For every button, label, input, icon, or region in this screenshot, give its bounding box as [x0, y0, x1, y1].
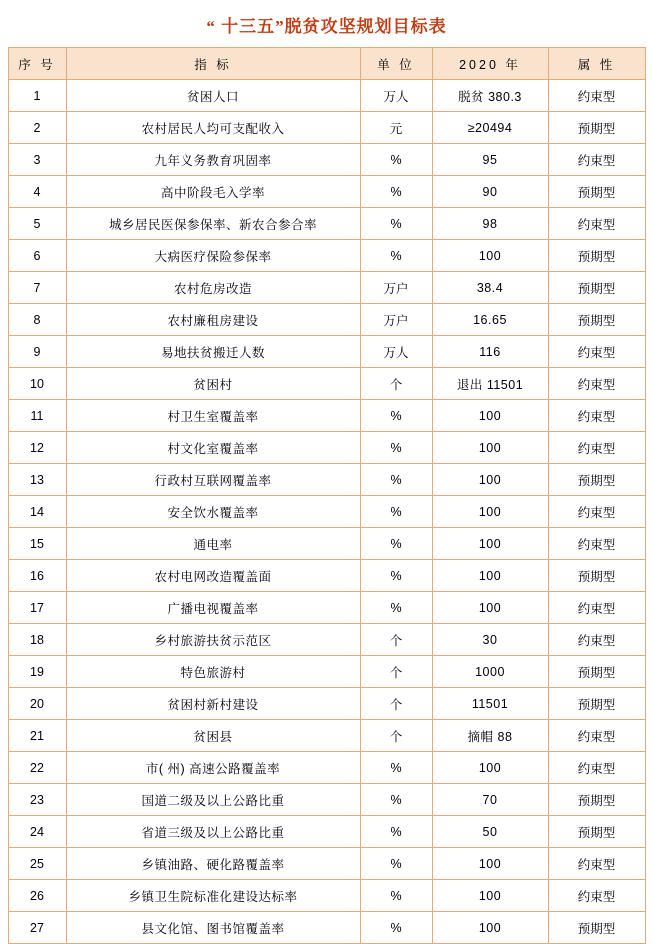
- table-row: [8, 80, 645, 112]
- cell-unit: %: [360, 528, 432, 560]
- cell-indicator: 行政村互联网覆盖率: [66, 464, 360, 496]
- cell-value: 100: [432, 880, 548, 912]
- cell-unit: %: [360, 400, 432, 432]
- cell-attribute: 预期型: [548, 272, 645, 304]
- table-row: [8, 656, 645, 688]
- table-row: [8, 848, 645, 880]
- cell-no: 12: [8, 432, 66, 464]
- cell-no: 7: [8, 272, 66, 304]
- cell-attribute: 预期型: [548, 688, 645, 720]
- cell-attribute: 预期型: [548, 176, 645, 208]
- cell-attribute: 预期型: [548, 816, 645, 848]
- table-body: [8, 80, 645, 944]
- table-row: [8, 208, 645, 240]
- cell-unit: %: [360, 144, 432, 176]
- cell-no: 24: [8, 816, 66, 848]
- cell-attribute: 约束型: [548, 592, 645, 624]
- cell-value: 100: [432, 432, 548, 464]
- cell-value: 100: [432, 240, 548, 272]
- cell-unit: %: [360, 176, 432, 208]
- cell-no: 26: [8, 880, 66, 912]
- table-row: [8, 240, 645, 272]
- cell-attribute: 约束型: [548, 720, 645, 752]
- cell-unit: 个: [360, 688, 432, 720]
- cell-value: 50: [432, 816, 548, 848]
- cell-attribute: 约束型: [548, 880, 645, 912]
- cell-unit: %: [360, 496, 432, 528]
- cell-no: 20: [8, 688, 66, 720]
- table-row: [8, 784, 645, 816]
- cell-no: 13: [8, 464, 66, 496]
- cell-no: 3: [8, 144, 66, 176]
- cell-unit: %: [360, 848, 432, 880]
- cell-unit: 个: [360, 368, 432, 400]
- table-row: [8, 304, 645, 336]
- cell-no: 10: [8, 368, 66, 400]
- cell-no: 21: [8, 720, 66, 752]
- cell-unit: %: [360, 240, 432, 272]
- column-header-year: 2020 年: [432, 48, 548, 80]
- cell-attribute: 约束型: [548, 80, 645, 112]
- table-row: [8, 464, 645, 496]
- cell-attribute: 约束型: [548, 336, 645, 368]
- cell-attribute: 约束型: [548, 208, 645, 240]
- cell-attribute: 预期型: [548, 912, 645, 944]
- cell-value: 摘帽 88: [432, 720, 548, 752]
- cell-unit: %: [360, 816, 432, 848]
- cell-value: 116: [432, 336, 548, 368]
- cell-unit: 个: [360, 624, 432, 656]
- table-row: [8, 816, 645, 848]
- cell-attribute: 预期型: [548, 240, 645, 272]
- cell-attribute: 约束型: [548, 752, 645, 784]
- cell-attribute: 预期型: [548, 560, 645, 592]
- cell-value: 11501: [432, 688, 548, 720]
- cell-indicator: 农村电网改造覆盖面: [66, 560, 360, 592]
- table-row: [8, 144, 645, 176]
- cell-value: 90: [432, 176, 548, 208]
- table-header: [8, 48, 645, 80]
- page-title: “ 十三五”脱贫攻坚规划目标表: [206, 17, 447, 36]
- cell-attribute: 约束型: [548, 144, 645, 176]
- cell-value: 16.65: [432, 304, 548, 336]
- cell-value: 100: [432, 400, 548, 432]
- cell-no: 15: [8, 528, 66, 560]
- cell-value: 100: [432, 848, 548, 880]
- column-header-unit: 单 位: [360, 48, 432, 80]
- cell-attribute: 预期型: [548, 784, 645, 816]
- table-row: [8, 560, 645, 592]
- cell-unit: %: [360, 464, 432, 496]
- cell-value: 100: [432, 496, 548, 528]
- table-row: [8, 496, 645, 528]
- cell-unit: %: [360, 208, 432, 240]
- cell-unit: %: [360, 752, 432, 784]
- table-row: [8, 752, 645, 784]
- cell-indicator: 贫困村新村建设: [66, 688, 360, 720]
- cell-indicator: 大病医疗保险参保率: [66, 240, 360, 272]
- table-row: [8, 528, 645, 560]
- cell-unit: 个: [360, 720, 432, 752]
- cell-no: 19: [8, 656, 66, 688]
- cell-attribute: 约束型: [548, 368, 645, 400]
- table-row: [8, 112, 645, 144]
- cell-unit: 万户: [360, 304, 432, 336]
- cell-no: 16: [8, 560, 66, 592]
- cell-no: 22: [8, 752, 66, 784]
- cell-attribute: 预期型: [548, 112, 645, 144]
- cell-value: 退出 11501: [432, 368, 548, 400]
- cell-attribute: 约束型: [548, 848, 645, 880]
- cell-value: ≥20494: [432, 112, 548, 144]
- cell-value: 98: [432, 208, 548, 240]
- cell-indicator: 乡村旅游扶贫示范区: [66, 624, 360, 656]
- cell-indicator: 乡镇卫生院标准化建设达标率: [66, 880, 360, 912]
- table-row: [8, 432, 645, 464]
- cell-indicator: 农村廉租房建设: [66, 304, 360, 336]
- cell-no: 6: [8, 240, 66, 272]
- cell-value: 100: [432, 560, 548, 592]
- cell-no: 1: [8, 80, 66, 112]
- cell-attribute: 约束型: [548, 400, 645, 432]
- table-row: [8, 912, 645, 944]
- table-row: [8, 592, 645, 624]
- cell-indicator: 农村居民人均可支配收入: [66, 112, 360, 144]
- cell-unit: 个: [360, 656, 432, 688]
- cell-attribute: 约束型: [548, 624, 645, 656]
- cell-value: 100: [432, 464, 548, 496]
- cell-value: 100: [432, 592, 548, 624]
- cell-unit: 万人: [360, 336, 432, 368]
- cell-indicator: 市( 州) 高速公路覆盖率: [66, 752, 360, 784]
- table-row: [8, 624, 645, 656]
- cell-indicator: 农村危房改造: [66, 272, 360, 304]
- cell-indicator: 村文化室覆盖率: [66, 432, 360, 464]
- table-row: [8, 880, 645, 912]
- cell-indicator: 安全饮水覆盖率: [66, 496, 360, 528]
- cell-indicator: 国道二级及以上公路比重: [66, 784, 360, 816]
- cell-no: 8: [8, 304, 66, 336]
- cell-value: 脱贫 380.3: [432, 80, 548, 112]
- table-row: [8, 400, 645, 432]
- cell-unit: %: [360, 784, 432, 816]
- table-row: [8, 720, 645, 752]
- cell-unit: 万户: [360, 272, 432, 304]
- cell-attribute: 约束型: [548, 432, 645, 464]
- cell-unit: %: [360, 432, 432, 464]
- column-header-indicator: 指 标: [66, 48, 360, 80]
- cell-no: 11: [8, 400, 66, 432]
- cell-indicator: 县文化馆、图书馆覆盖率: [66, 912, 360, 944]
- table-row: [8, 272, 645, 304]
- cell-attribute: 约束型: [548, 528, 645, 560]
- cell-value: 100: [432, 528, 548, 560]
- cell-no: 25: [8, 848, 66, 880]
- cell-no: 4: [8, 176, 66, 208]
- cell-value: 100: [432, 752, 548, 784]
- poverty-alleviation-goals-table: [8, 47, 646, 944]
- cell-unit: %: [360, 880, 432, 912]
- cell-unit: 元: [360, 112, 432, 144]
- cell-indicator: 贫困县: [66, 720, 360, 752]
- table-row: [8, 688, 645, 720]
- column-header-attribute: 属 性: [548, 48, 645, 80]
- cell-attribute: 预期型: [548, 304, 645, 336]
- cell-indicator: 特色旅游村: [66, 656, 360, 688]
- cell-indicator: 省道三级及以上公路比重: [66, 816, 360, 848]
- cell-no: 27: [8, 912, 66, 944]
- cell-no: 23: [8, 784, 66, 816]
- cell-unit: %: [360, 912, 432, 944]
- column-header-no: 序 号: [8, 48, 66, 80]
- cell-attribute: 预期型: [548, 464, 645, 496]
- cell-no: 14: [8, 496, 66, 528]
- cell-no: 17: [8, 592, 66, 624]
- cell-attribute: 约束型: [548, 496, 645, 528]
- cell-unit: 万人: [360, 80, 432, 112]
- cell-value: 30: [432, 624, 548, 656]
- table-row: [8, 176, 645, 208]
- cell-value: 1000: [432, 656, 548, 688]
- cell-indicator: 城乡居民医保参保率、新农合参合率: [66, 208, 360, 240]
- cell-no: 5: [8, 208, 66, 240]
- table-row: [8, 368, 645, 400]
- cell-attribute: 预期型: [548, 656, 645, 688]
- cell-no: 2: [8, 112, 66, 144]
- cell-value: 100: [432, 912, 548, 944]
- cell-value: 70: [432, 784, 548, 816]
- cell-value: 38.4: [432, 272, 548, 304]
- table-row: [8, 336, 645, 368]
- cell-unit: %: [360, 592, 432, 624]
- cell-indicator: 贫困村: [66, 368, 360, 400]
- cell-indicator: 易地扶贫搬迁人数: [66, 336, 360, 368]
- cell-indicator: 通电率: [66, 528, 360, 560]
- cell-no: 9: [8, 336, 66, 368]
- table-header-row: [8, 48, 645, 80]
- cell-indicator: 高中阶段毛入学率: [66, 176, 360, 208]
- cell-indicator: 村卫生室覆盖率: [66, 400, 360, 432]
- cell-unit: %: [360, 560, 432, 592]
- cell-indicator: 广播电视覆盖率: [66, 592, 360, 624]
- cell-indicator: 九年义务教育巩固率: [66, 144, 360, 176]
- cell-indicator: 贫困人口: [66, 80, 360, 112]
- cell-value: 95: [432, 144, 548, 176]
- cell-indicator: 乡镇油路、硬化路覆盖率: [66, 848, 360, 880]
- cell-no: 18: [8, 624, 66, 656]
